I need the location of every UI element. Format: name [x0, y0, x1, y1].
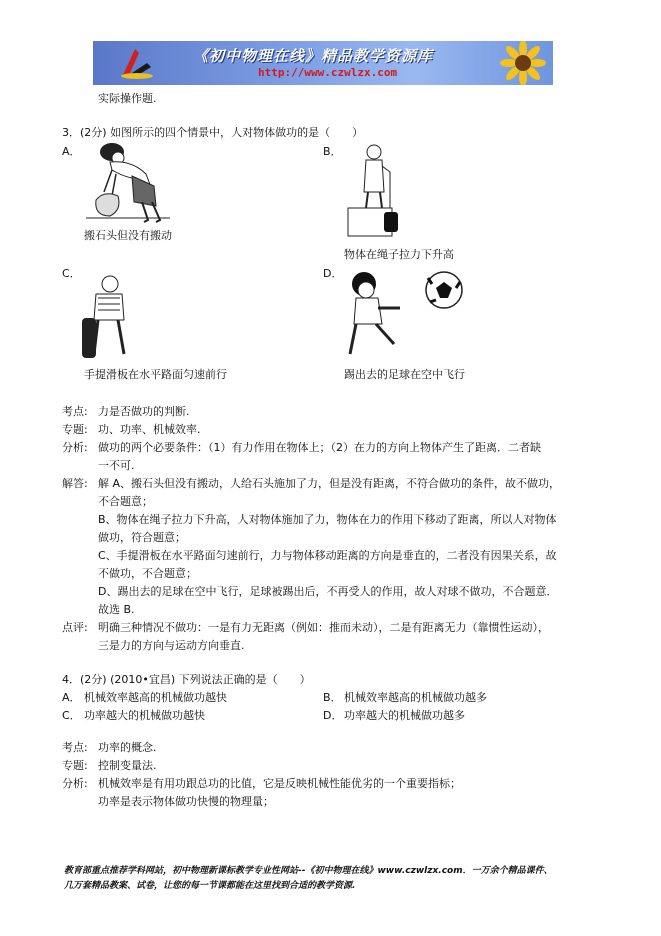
- footer-line-2: 几万套精品教案、试卷，让您的每一节课都能在这里找到合适的教学资源.: [64, 881, 356, 891]
- q3-option-a-letter: A．: [62, 145, 81, 158]
- q3-jieda-line-5: C、手提滑板在水平路面匀速前行，力与物体移动距离的方向是垂直的，二者没有因果关系，故: [98, 549, 557, 562]
- intro-line: 实际操作题.: [98, 92, 157, 105]
- q3-jieda-line-3: B、物体在绳子拉力下升高，人对物体施加了力，物体在力的作用下移动了距离，所以人对物体: [98, 513, 557, 526]
- q4-option-d-text: 功率越大的机械做功越多: [344, 709, 465, 722]
- q4-fenxi-line-1: 机械效率是有用功跟总功的比值，它是反映机械性能优劣的一个重要指标；: [98, 777, 461, 790]
- q4-zhuanti-text: 控制变量法.: [98, 759, 157, 772]
- q3-kaodian-text: 力是否做功的判断.: [98, 405, 190, 418]
- q4-option-a-text: 机械效率越高的机械做功越快: [84, 691, 227, 704]
- q3-fenxi-line-1: 做功的两个必要条件：（1）有力作用在物体上；（2）在力的方向上物体产生了距离．二者缺: [98, 441, 541, 454]
- q4-option-a-letter: A．: [62, 691, 81, 704]
- q4-zhuanti-label: 专题:: [62, 759, 88, 772]
- banner-title: 《初中物理在线》精品教学资源库: [193, 47, 434, 65]
- q4-option-c-letter: C．: [62, 709, 81, 722]
- q3-fenxi-label: 分析:: [62, 441, 88, 454]
- q3-dianping-label: 点评:: [62, 621, 88, 634]
- q3-option-a-caption: 搬石头但没有搬动: [84, 229, 172, 242]
- kicked-soccer-ball-picture: [342, 268, 466, 362]
- q3-option-b-caption: 物体在绳子拉力下升高: [344, 248, 454, 261]
- q3-zhuanti-label: 专题:: [62, 423, 88, 436]
- person-lifting-stone-picture: [82, 140, 172, 228]
- footer-line-1: 教育部重点推荐学科网站，初中物理新课标教学专业性网站--《初中物理在线》www.czwlzx.com．一万余个精品课件、: [64, 866, 553, 876]
- person-pulling-rope-picture: [346, 142, 416, 238]
- site-logo-icon: [115, 45, 155, 81]
- q4-fenxi-label: 分析:: [62, 777, 88, 790]
- q3-dianping-line-1: 明确三种情况不做功：一是有力无距离（例如：推而未动），二是有距离无力（靠惯性运动），: [98, 621, 549, 634]
- q3-kaodian-label: 考点:: [62, 405, 88, 418]
- q4-fenxi-line-2: 功率是表示物体做功快慢的物理量；: [98, 795, 274, 808]
- q4-stem: 4．(2分) (2010•宜昌) 下列说法正确的是（ ）: [62, 673, 311, 686]
- q3-stem: 3．(2分) 如图所示的四个情景中，人对物体做功的是（ ）: [62, 126, 364, 139]
- q3-jieda-line-6: 不做功，不合题意；: [98, 567, 197, 580]
- q3-jieda-line-1: 解 A、搬石头但没有搬动，人给石头施加了力，但是没有距离，不符合做功的条件，故不做功，: [98, 477, 561, 490]
- q3-option-c-letter: C．: [62, 267, 81, 280]
- q3-jieda-line-7: D、踢出去的足球在空中飞行，足球被踢出后，不再受人的作用，故人对球不做功，不合题意．: [98, 585, 558, 598]
- q3-zhuanti-text: 功、功率、机械效率.: [98, 423, 201, 436]
- sunflower-icon: [487, 41, 547, 85]
- q4-option-d-letter: D．: [323, 709, 343, 722]
- person-carrying-skateboard-picture: [80, 274, 136, 364]
- q4-kaodian-text: 功率的概念.: [98, 741, 157, 754]
- banner-url[interactable]: http://www.czwlzx.com: [258, 66, 398, 79]
- q4-option-c-text: 功率越大的机械做功越快: [84, 709, 205, 722]
- q3-option-c-caption: 手提滑板在水平路面匀速前行: [84, 368, 227, 381]
- q3-dianping-line-2: 三是力的方向与运动方向垂直.: [98, 639, 245, 652]
- q3-jieda-line-4: 做功，符合题意；: [98, 531, 186, 544]
- header-banner: [93, 41, 553, 85]
- q4-option-b-text: 机械效率越高的机械做功越多: [344, 691, 487, 704]
- q3-jieda-line-8: 故选 B.: [98, 603, 135, 616]
- q3-fenxi-line-2: 一不可.: [98, 459, 135, 472]
- q3-option-b-letter: B．: [323, 145, 342, 158]
- q3-jieda-line-2: 不合题意；: [98, 495, 153, 508]
- q3-option-d-letter: D．: [323, 267, 343, 280]
- q4-kaodian-label: 考点:: [62, 741, 88, 754]
- q4-option-b-letter: B．: [323, 691, 342, 704]
- q3-option-d-caption: 踢出去的足球在空中飞行: [344, 368, 465, 381]
- q3-jieda-label: 解答:: [62, 477, 88, 490]
